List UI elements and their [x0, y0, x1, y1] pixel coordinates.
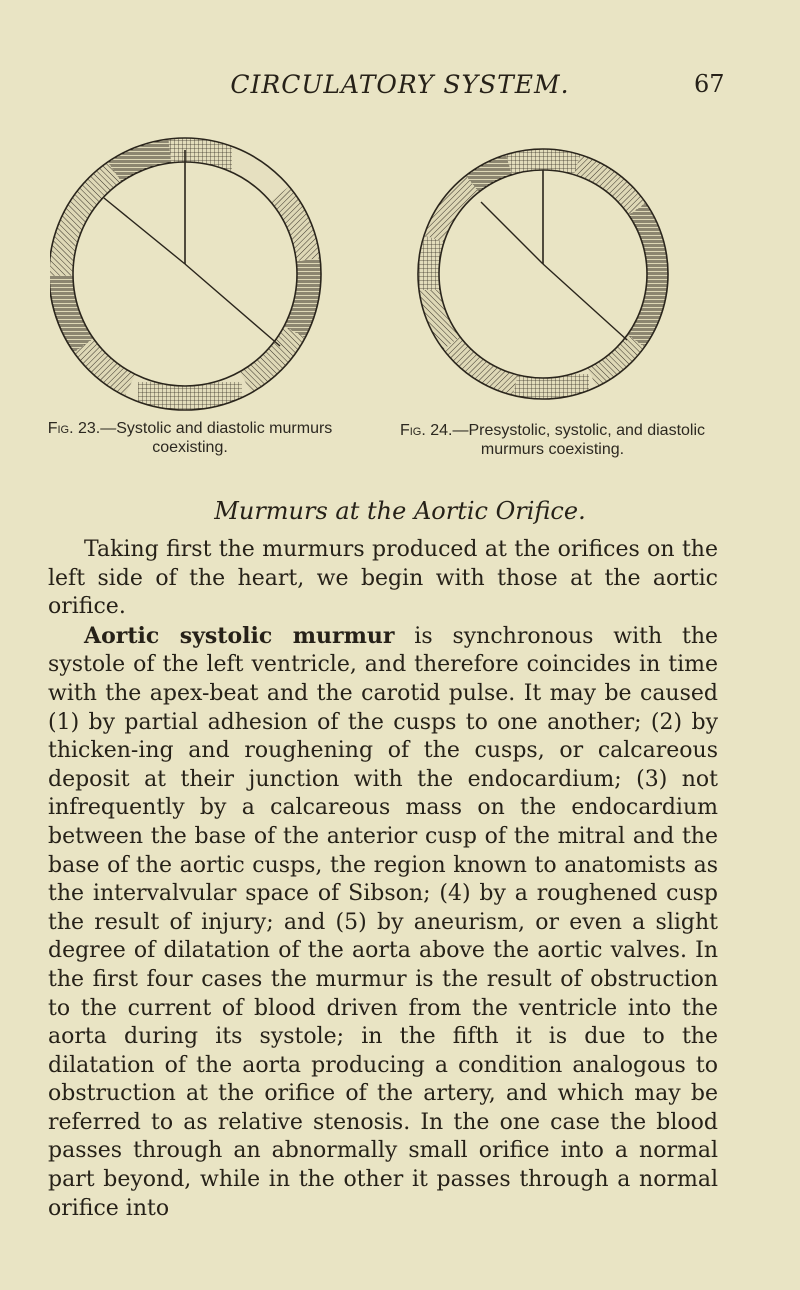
running-title: CIRCULATORY SYSTEM.	[230, 70, 570, 99]
section-heading: Murmurs at the Aortic Orifice.	[214, 497, 586, 525]
figure-24-diagram	[395, 136, 685, 416]
paragraph-2-text: is synchronous with the systole of the left ventricle, and therefore coincides in time with the apex-beat and the carotid pulse. It may be caused (1) by partial adhesion of the cusps to one another; (2) by thicken-ing and roughening of the cusps, or calcareous deposit at their junction with the endocardium; (3) not infrequently by a calcareous mass on the endocardium between the base of the anterior cusp of the mitral and the base of the aortic cusps, the region known to anatomists as the intervalvular space of Sibson; (4) by a roughened cusp the result of injury; and (5) by aneurism, or even a slight degree of dilatation of the aorta above the aortic valves. In the first four cases the murmur is the result of obstruction to the current of blood driven from the ventricle into the aorta during its systole; in the fifth it is due to the dilatation of the aorta producing a condition analogous to obstruction at the orifice of the artery, and which may be referred to as relative stenosis. In the one case the blood passes through an abnormally small orifice into a normal part beyond, while in the other it passes through a normal orifice into	[48, 623, 719, 1221]
figure-24-caption	[395, 421, 710, 459]
figure-23-caption-text: —Systolic and diastolic murmurs coexisting.	[100, 420, 333, 456]
figure-23-caption	[40, 419, 340, 457]
paragraph-2-runin-heading: Aortic systolic murmur	[84, 622, 395, 649]
body-text	[48, 536, 718, 1223]
paragraph-1: Taking first the murmurs produced at the orifices on the left side of the heart, we begin with those at the aortic orifice.	[48, 537, 718, 620]
page-number: 67	[694, 70, 725, 98]
figure-23-diagram	[50, 136, 340, 416]
figure-23-label: Fig. 23.	[47, 420, 101, 437]
figure-24-label: Fig. 24.	[399, 422, 453, 439]
figure-24-caption-text: —Presystolic, systolic, and diastolic murmurs coexisting.	[452, 422, 706, 458]
paragraph-2	[48, 622, 718, 1223]
